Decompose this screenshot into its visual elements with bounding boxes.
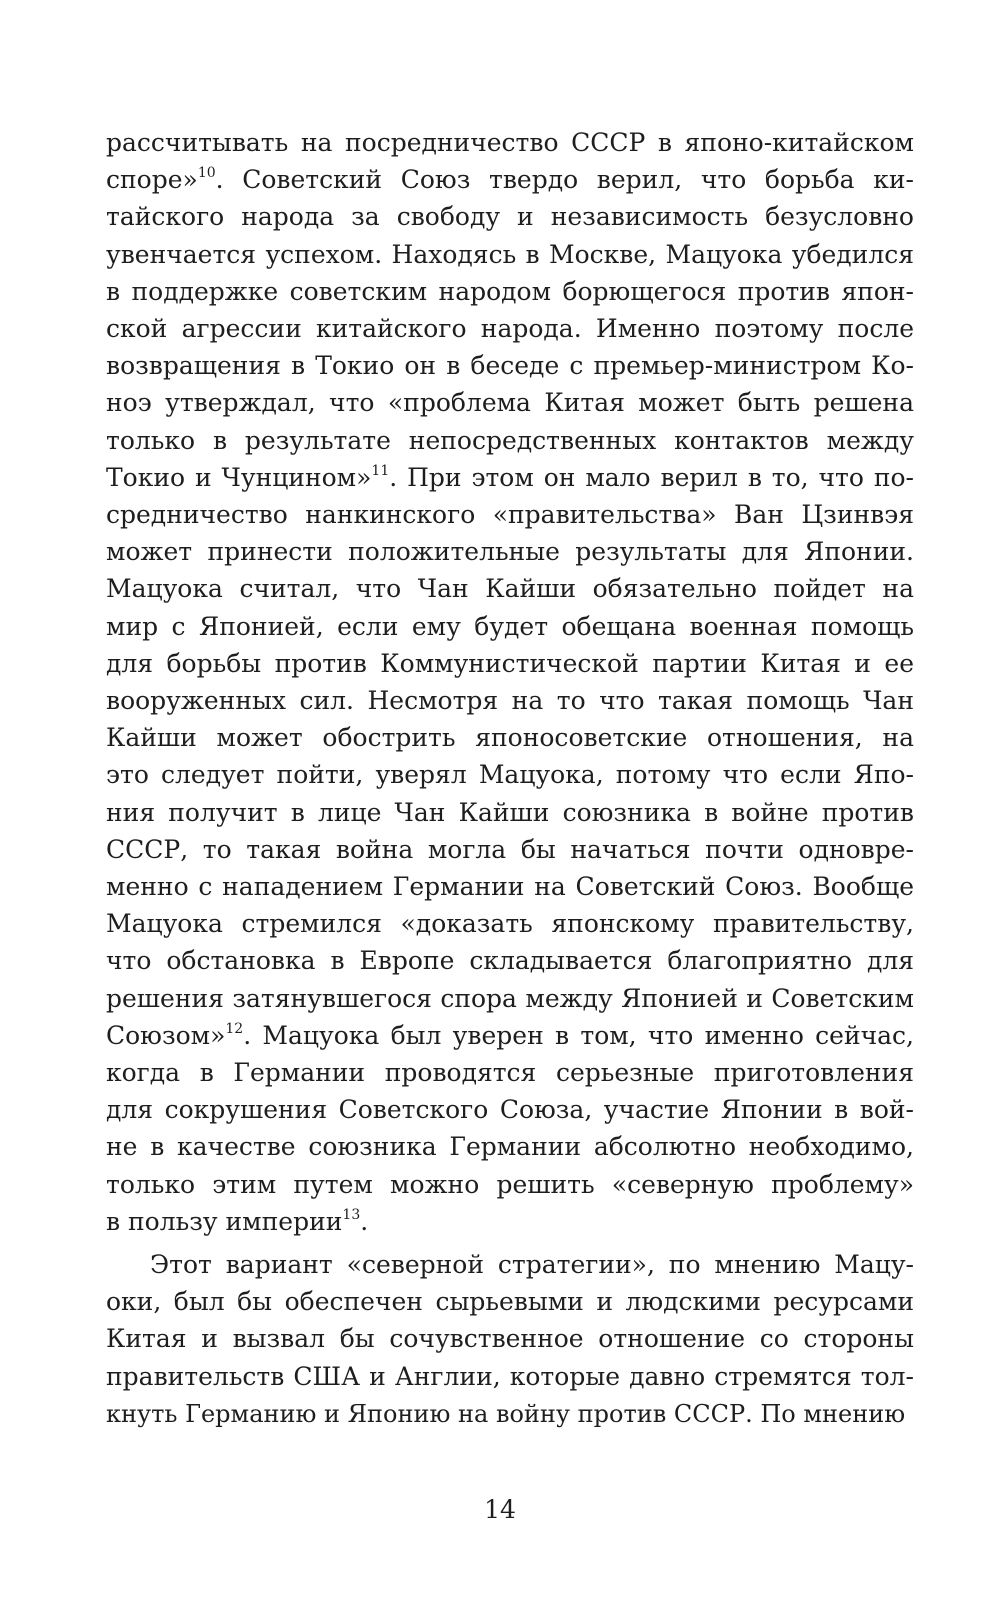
line-text: средничество нанкинского «правительства» Ван Цзинвэя xyxy=(106,500,914,529)
line-text: Союзом» xyxy=(106,1021,226,1050)
line-text: вооруженных сил. Несмотря на то что такая помощь Чан xyxy=(106,686,914,715)
footnote-ref: 10 xyxy=(197,164,216,181)
line-text: только этим путем можно решить «северную проблему» xyxy=(106,1170,914,1199)
line-text: рассчитывать на посредничество СССР в японо-китайском xyxy=(106,128,914,157)
text-line xyxy=(106,942,914,980)
line-text: в поддержке советским народом борющегося против япон- xyxy=(106,277,914,306)
line-text: мир с Японией, если ему будет обещана военная помощь xyxy=(106,612,914,641)
line-text: оки, был бы обеспечен сырьевыми и людскими ресурсами xyxy=(106,1287,914,1316)
text-line xyxy=(106,645,914,683)
line-text: . Советский Союз твердо верил, что борьба ки- xyxy=(215,165,914,194)
line-text: Китая и вызвал бы сочувственное отношение со стороны xyxy=(106,1324,914,1353)
footnote-ref: 11 xyxy=(371,462,390,479)
line-text: Мацуока считал, что Чан Кайши обязательно пойдет на xyxy=(106,574,914,603)
text-line xyxy=(106,570,914,608)
line-text: ния получит в лице Чан Кайши союзника в войне против xyxy=(106,798,914,827)
text-line xyxy=(106,1091,914,1129)
text-line xyxy=(150,1246,914,1284)
text-line xyxy=(106,459,914,497)
text-line xyxy=(106,1358,914,1396)
text-line xyxy=(106,831,914,869)
line-text: правительств США и Англии, которые давно стремятся тол- xyxy=(106,1362,914,1391)
text-line xyxy=(106,756,914,794)
line-text: тайского народа за свободу и независимость безусловно xyxy=(106,202,914,231)
line-text: . xyxy=(360,1207,369,1236)
footnote-ref: 12 xyxy=(225,1020,244,1037)
text-line xyxy=(106,198,914,236)
line-text: СССР, то такая война могла бы начаться почти одновре- xyxy=(106,835,914,864)
line-text: менно с нападением Германии на Советский Союз. Вообще xyxy=(106,872,914,901)
text-line xyxy=(106,608,914,646)
line-text: . Мацуока был уверен в том, что именно сейчас, xyxy=(243,1021,914,1050)
line-text: в пользу империи xyxy=(106,1207,343,1236)
text-line xyxy=(106,1054,914,1092)
footnote-ref: 13 xyxy=(342,1206,361,1223)
line-text: Кайши может обострить японосоветские отношения, на xyxy=(106,723,914,752)
text-line xyxy=(106,1283,914,1321)
line-text: . При этом он мало верил в то, что по- xyxy=(389,463,914,492)
text-line xyxy=(106,384,914,422)
line-text: возвращения в Токио он в беседе с премьер-министром Ко- xyxy=(106,351,914,380)
text-line xyxy=(106,1166,914,1204)
text-line xyxy=(106,496,914,534)
text-line xyxy=(106,273,914,311)
line-text: может принести положительные результаты для Японии. xyxy=(106,537,914,566)
line-text: когда в Германии проводятся серьезные приготовления xyxy=(106,1058,914,1087)
text-line xyxy=(106,124,914,162)
line-text: решения затянувшегося спора между Японией и Советским xyxy=(106,984,914,1013)
line-text: кнуть Германию и Японию на войну против СССР. По мнению xyxy=(106,1400,906,1428)
line-text: Токио и Чунцином» xyxy=(106,463,372,492)
text-line xyxy=(106,719,914,757)
line-text: что обстановка в Европе складывается благоприятно для xyxy=(106,946,914,975)
line-text: не в качестве союзника Германии абсолютно необходимо, xyxy=(106,1132,914,1161)
line-text: Этот вариант «северной стратегии», по мнению Мацу- xyxy=(150,1250,914,1279)
text-line xyxy=(106,682,914,720)
text-line xyxy=(106,905,914,943)
text-line xyxy=(106,868,914,906)
line-text: это следует пойти, уверял Мацуока, потому что если Япо- xyxy=(106,760,914,789)
text-line xyxy=(106,1017,914,1055)
text-line xyxy=(106,347,914,385)
line-text: ноэ утверждал, что «проблема Китая может быть решена xyxy=(106,388,914,417)
text-line xyxy=(106,422,914,460)
line-text: для борьбы против Коммунистической партии Китая и ее xyxy=(106,649,914,678)
text-line xyxy=(106,1320,914,1358)
line-text: только в результате непосредственных контактов между xyxy=(106,426,914,455)
text-line xyxy=(106,1395,914,1433)
line-text: Мацуока стремился «доказать японскому правительству, xyxy=(106,909,914,938)
text-line xyxy=(106,533,914,571)
text-line xyxy=(106,236,914,274)
text-line xyxy=(106,794,914,832)
page-number: 14 xyxy=(484,1495,516,1524)
text-line xyxy=(106,1203,914,1241)
line-text: увенчается успехом. Находясь в Москве, Мацуока убедился xyxy=(106,240,914,269)
line-text: для сокрушения Советского Союза, участие Японии в вой- xyxy=(106,1095,914,1124)
line-text: ской агрессии китайского народа. Именно поэтому после xyxy=(106,314,914,343)
text-line xyxy=(106,1128,914,1166)
text-line xyxy=(106,310,914,348)
text-line xyxy=(106,980,914,1018)
text-line xyxy=(106,161,914,199)
line-text: споре» xyxy=(106,165,198,194)
